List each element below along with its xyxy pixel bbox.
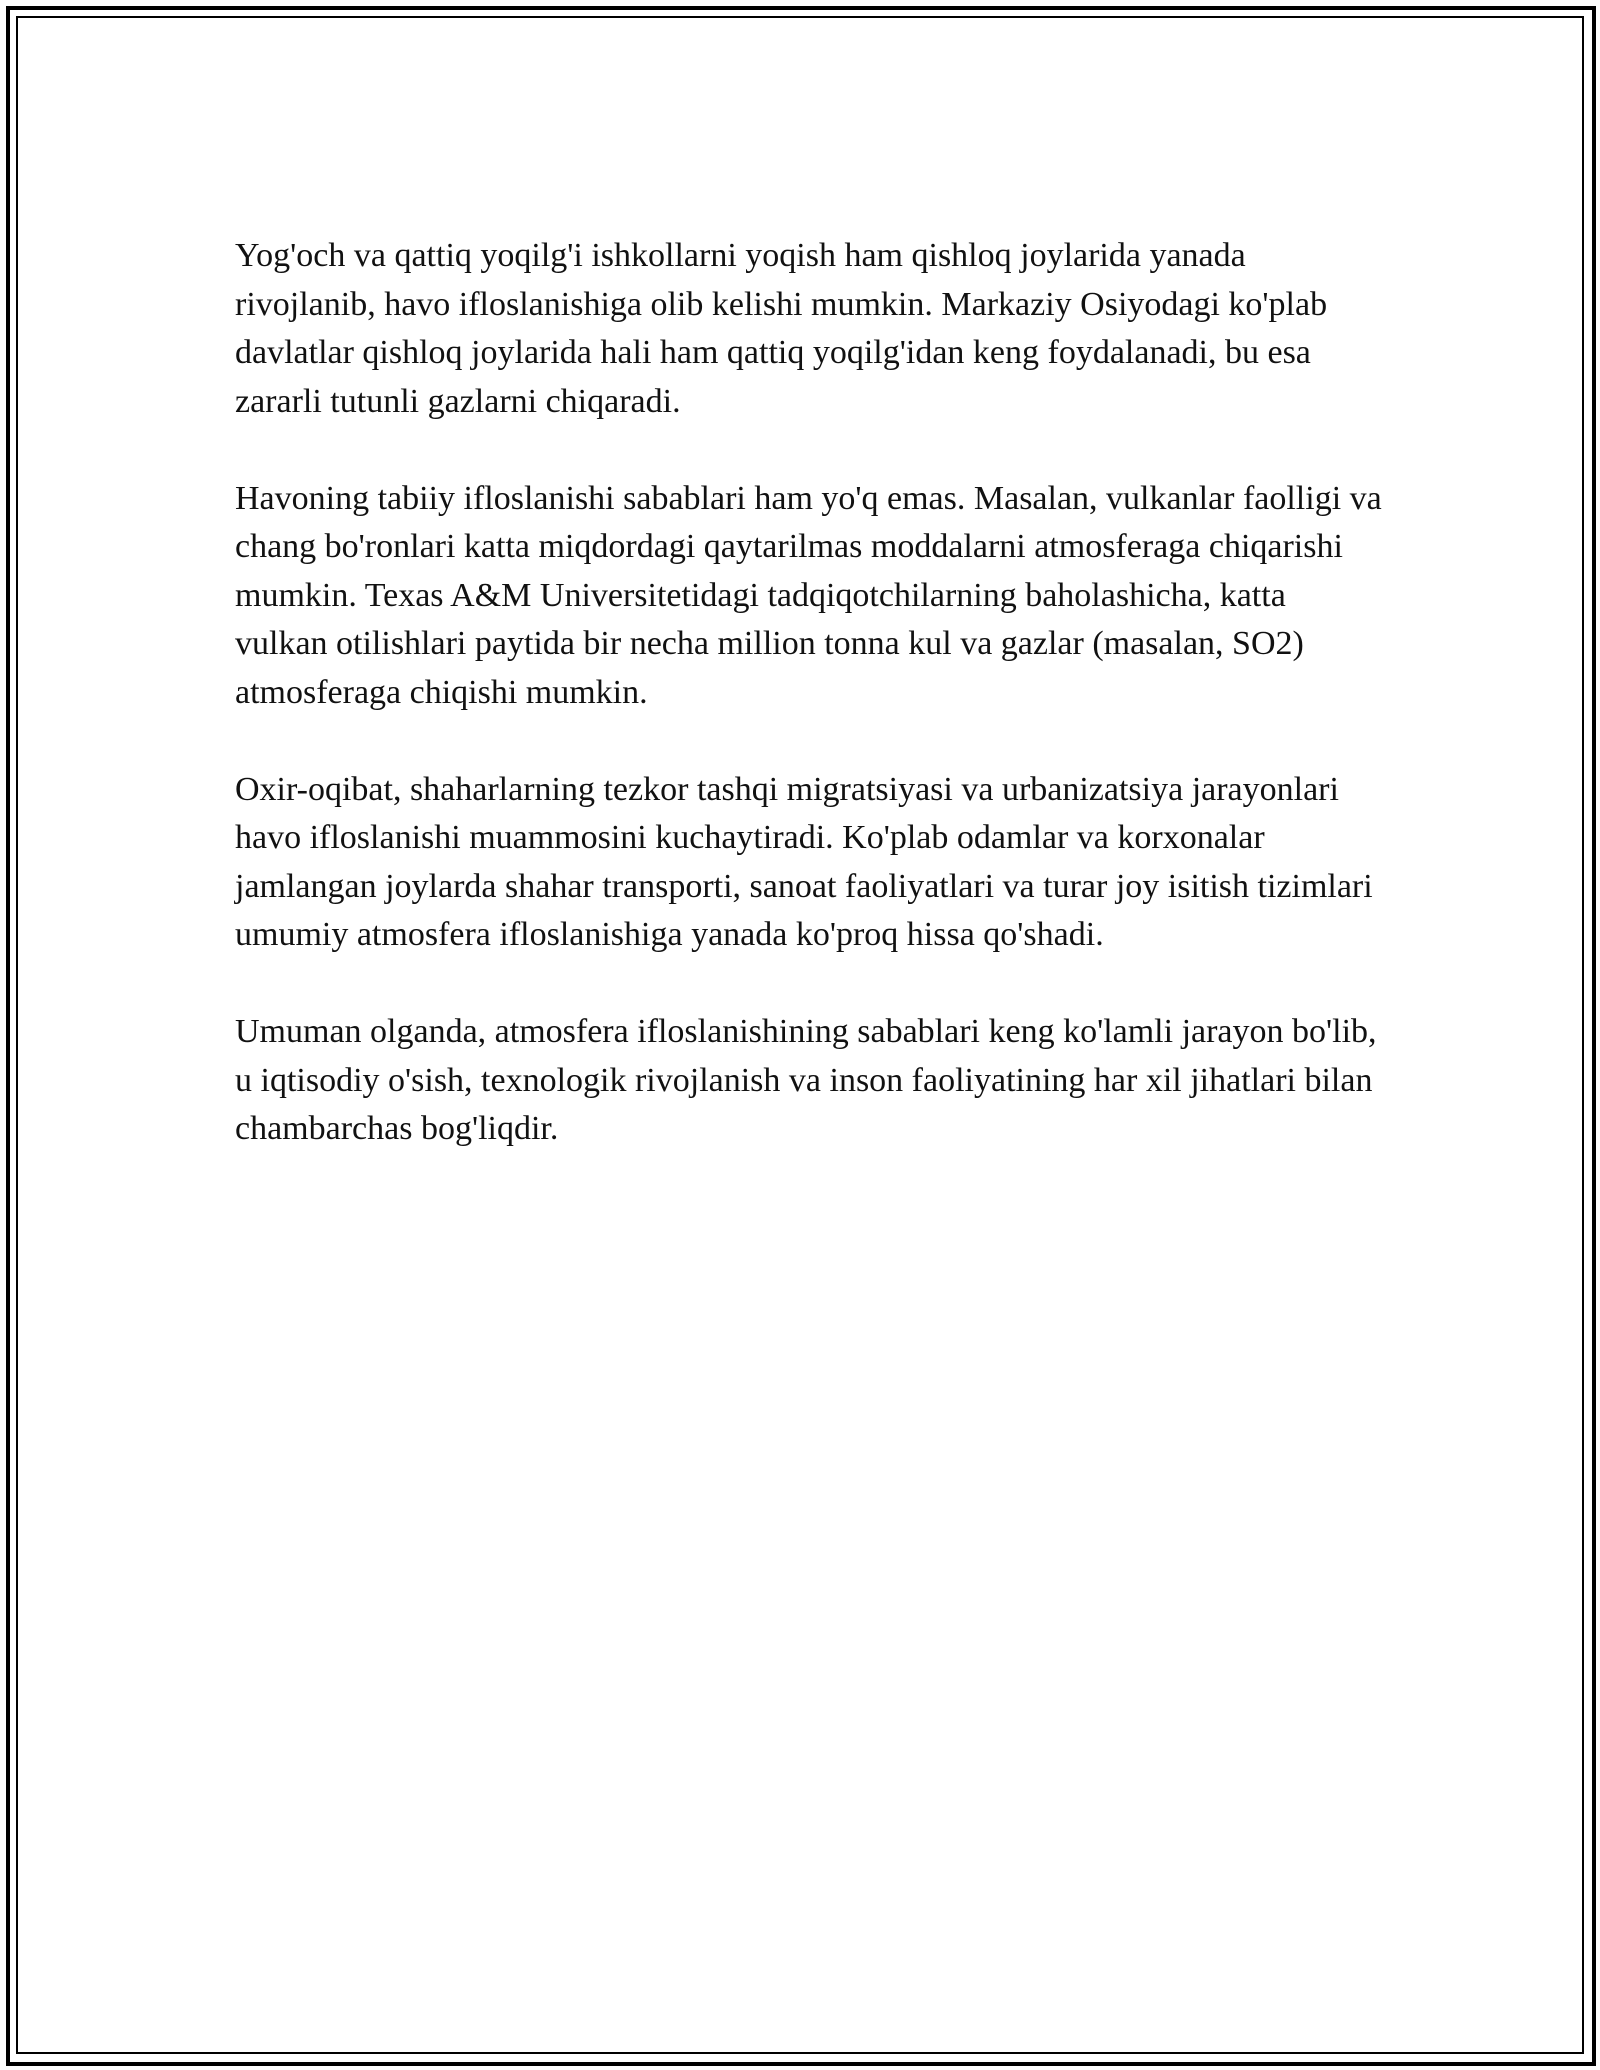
- paragraph-3: Oxir-oqibat, shaharlarning tezkor tashqi migratsiyasi va urbanizatsiya jarayonlari havo ifloslanishi muammosini kuchaytiradi. Ko'plab odamlar va korxonalar jamlangan joylarda shahar transporti, sanoat faoliyatlari va turar joy isitish tizimlari umumiy atmosfera ifloslanishiga yanada ko'proq hissa qo'shadi.: [235, 770, 1373, 953]
- document-body: [235, 232, 1385, 1202]
- paragraph-4: Umuman olganda, atmosfera ifloslanishining sabablari keng ko'lamli jarayon bo'lib, u iqtisodiy o'sish, texnologik rivojlanish va inson faoliyatining har xil jihatlari bilan chambarchas bog'liqdir.: [235, 1013, 1377, 1147]
- paragraph-2: Havoning tabiiy ifloslanishi sabablari ham yo'q emas. Masalan, vulkanlar faolligi va chang bo'ronlari katta miqdordagi qaytarilmas moddalarni atmosferaga chiqarishi mumkin. Texas A&M Universitetidagi tadqiqotchilarning baholashicha, katta vulkan otilishlari paytida bir necha million tonna kul va gazlar (masalan, SO2) atmosferaga chiqishi mumkin.: [235, 479, 1382, 711]
- paragraph-1: Yog'och va qattiq yoqilg'i ishkollarni yoqish ham qishloq joylarida yanada rivojlanib, havo ifloslanishiga olib kelishi mumkin. Markaziy Osiyodagi ko'plab davlatlar qishloq joylarida hali ham qattiq yoqilg'idan keng foydalanadi, bu esa zararli tutunli gazlarni chiqaradi.: [235, 237, 1328, 420]
